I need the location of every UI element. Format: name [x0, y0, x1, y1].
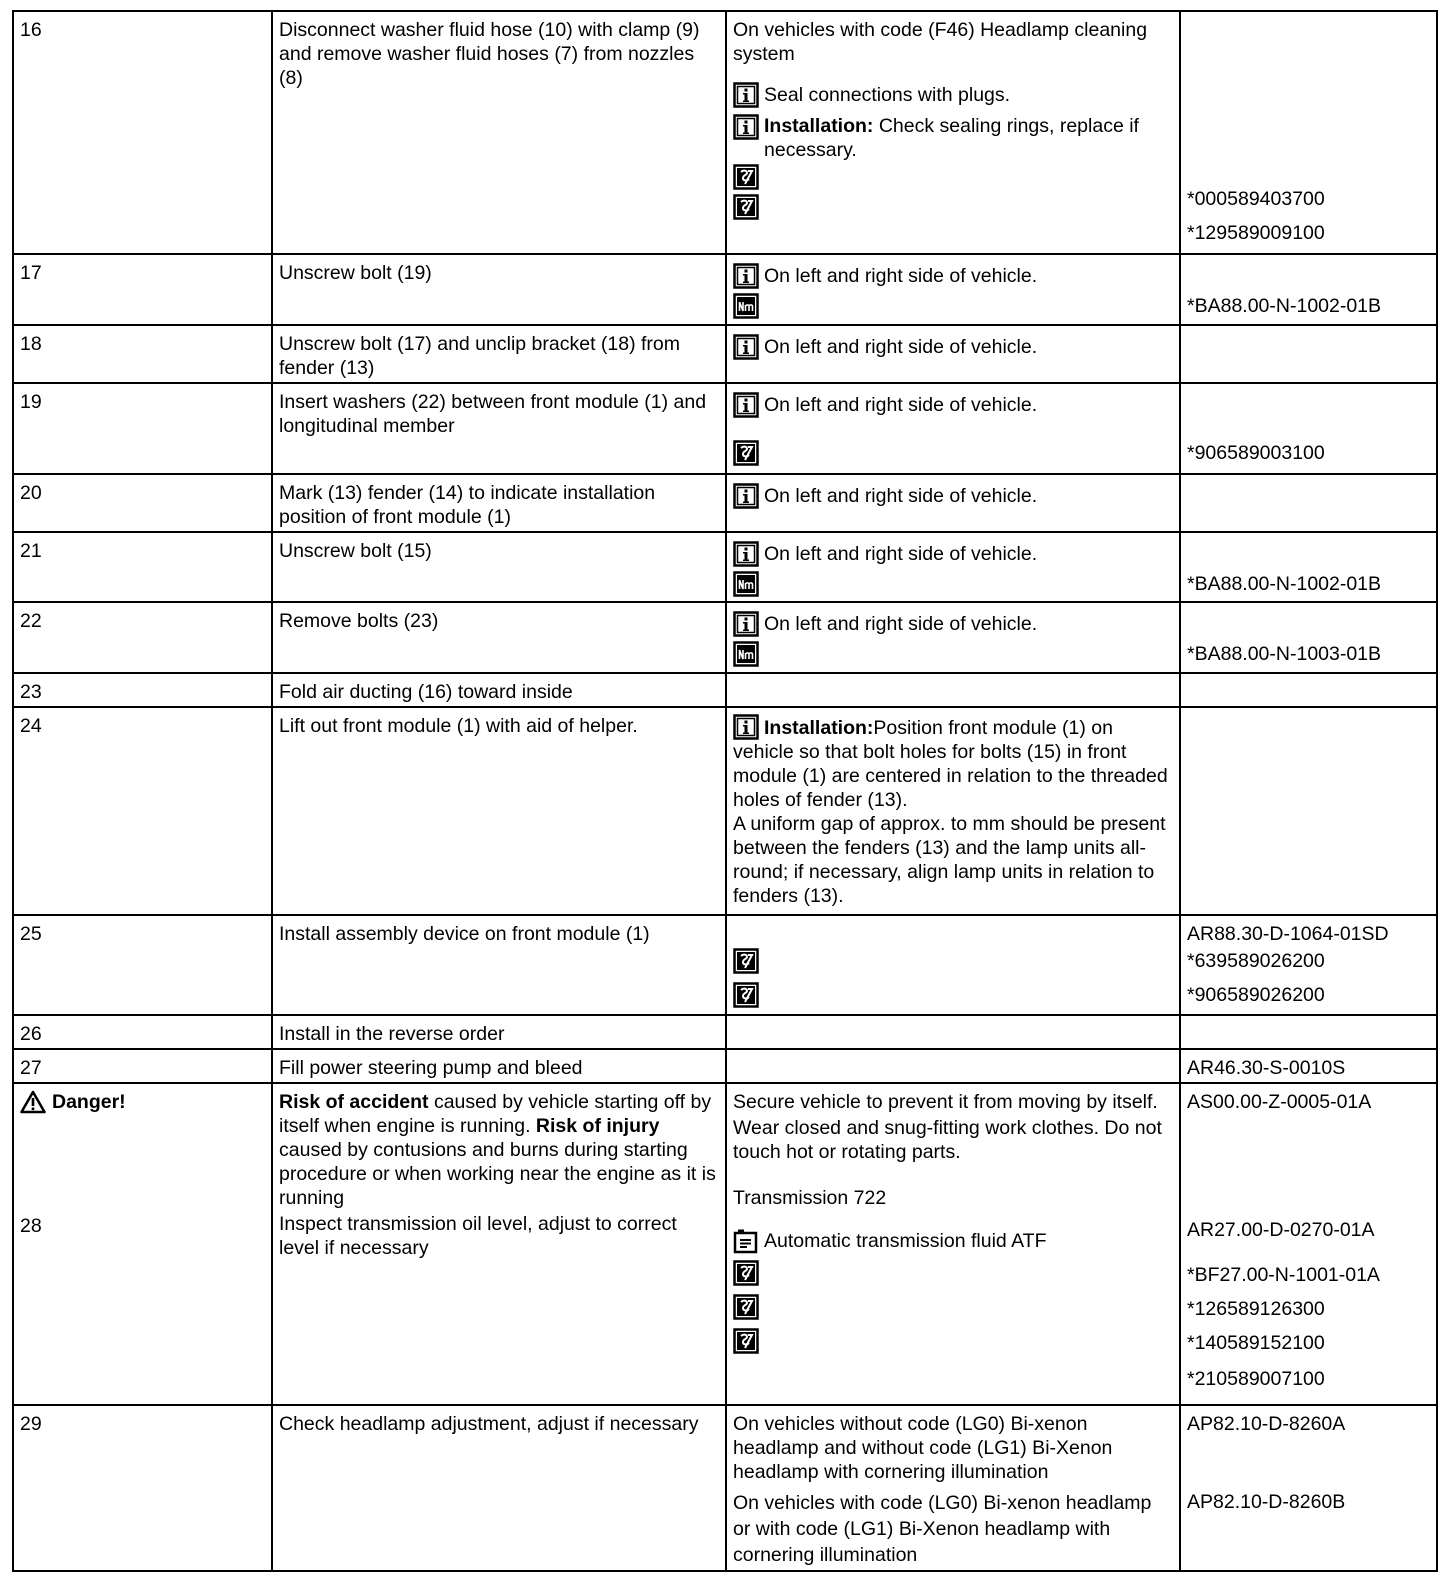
- note-text: Position front module (1) on vehicle so that bolt holes for bolts (15) in front module (1) are centered in relation to the threaded holes of fender (13).: [733, 717, 1168, 811]
- step-action: Unscrew bolt (15): [272, 532, 726, 602]
- danger-warning: [20, 1090, 265, 1114]
- step-action: Fold air ducting (16) toward inside: [272, 673, 726, 707]
- table-row: [13, 325, 1437, 383]
- note-text: Check sealing rings, replace if necessary.: [764, 115, 1139, 161]
- step-notes: [726, 915, 1180, 1015]
- step-notes: [726, 11, 1180, 254]
- info-icon: [733, 334, 759, 360]
- reference-link[interactable]: *BF27.00-N-1001-01A: [1187, 1264, 1380, 1286]
- step-references: [1180, 602, 1437, 673]
- step-number: 24: [13, 707, 272, 915]
- step-references: [1180, 474, 1437, 532]
- reference-link[interactable]: AP82.10-D-8260B: [1187, 1491, 1346, 1513]
- reference-link[interactable]: *906589003100: [1187, 442, 1325, 464]
- step-notes: [726, 474, 1180, 532]
- risk-text: caused by vehicle starting off by itself when engine is running.: [279, 1091, 712, 1137]
- special-tool-icon: [733, 1260, 759, 1286]
- step-number: 20: [13, 474, 272, 532]
- step-notes: [726, 1405, 1180, 1571]
- reference-link[interactable]: *BA88.00-N-1002-01B: [1187, 295, 1382, 317]
- reference-link[interactable]: *639589026200: [1187, 950, 1325, 972]
- torque-icon: [733, 293, 759, 319]
- note-text: On left and right side of vehicle.: [764, 265, 1038, 287]
- special-tool-icon: [733, 164, 759, 190]
- info-icon: [733, 483, 759, 509]
- note-text: Seal connections with plugs.: [764, 84, 1011, 106]
- special-tool-icon: [733, 194, 759, 220]
- note-text: On left and right side of vehicle.: [764, 543, 1038, 565]
- reference-link[interactable]: *BA88.00-N-1003-01B: [1187, 643, 1382, 665]
- note-text: On left and right side of vehicle.: [764, 485, 1038, 507]
- step-number: 18: [13, 325, 272, 383]
- step-number: 29: [13, 1405, 272, 1571]
- step-action: Insert washers (22) between front module (1) and longitudinal member: [272, 383, 726, 474]
- step-notes: [726, 1083, 1180, 1405]
- step-number: 26: [13, 1015, 272, 1049]
- reference-link[interactable]: *000589403700: [1187, 188, 1325, 210]
- note-text: On left and right side of vehicle.: [764, 336, 1038, 358]
- table-row: [13, 915, 1437, 1015]
- special-tool-icon: [733, 982, 759, 1008]
- step-notes: [726, 1049, 1180, 1083]
- note-text: On left and right side of vehicle.: [764, 613, 1038, 635]
- table-row: [13, 254, 1437, 325]
- info-icon: [733, 392, 759, 418]
- danger-label: Danger!: [52, 1091, 126, 1113]
- note-text: On left and right side of vehicle.: [764, 394, 1038, 416]
- step-notes: [726, 325, 1180, 383]
- note-label: Installation:: [764, 717, 874, 739]
- special-tool-icon: [733, 948, 759, 974]
- note-text: Wear closed and snug-fitting work clothes. Do not touch hot or rotating parts.: [733, 1117, 1162, 1163]
- info-icon: [733, 263, 759, 289]
- step-action: Lift out front module (1) with aid of helper.: [272, 707, 726, 915]
- step-notes: [726, 602, 1180, 673]
- note-text: Transmission 722: [733, 1187, 887, 1209]
- risk-label: Risk of accident: [279, 1091, 429, 1113]
- reference-link[interactable]: *906589026200: [1187, 984, 1325, 1006]
- reference-link[interactable]: AP82.10-D-8260A: [1187, 1413, 1346, 1435]
- procedure-document: [12, 10, 1436, 1566]
- step-action: Remove bolts (23): [272, 602, 726, 673]
- step-references: [1180, 1015, 1437, 1049]
- table-row: [13, 1405, 1437, 1571]
- reference-link[interactable]: *140589152100: [1187, 1332, 1325, 1354]
- risk-text: caused by contusions and burns during starting procedure or when working near the engine as it is running: [279, 1139, 716, 1209]
- step-notes: [726, 383, 1180, 474]
- info-icon: [733, 114, 759, 140]
- step-number: 17: [13, 254, 272, 325]
- step-number: 27: [13, 1049, 272, 1083]
- step-references: [1180, 915, 1437, 1015]
- step-number: 21: [13, 532, 272, 602]
- note-text: On vehicles with code (F46) Headlamp cleaning system: [733, 19, 1148, 65]
- step-notes: [726, 673, 1180, 707]
- note-text: A uniform gap of approx. to mm should be present between the fenders (13) and the lamp units all-round; if necessary, align lamp units in relation to fenders (13).: [733, 813, 1166, 907]
- info-icon: [733, 611, 759, 637]
- note-text: Secure vehicle to prevent it from moving by itself.: [733, 1091, 1158, 1113]
- reference-link[interactable]: *129589009100: [1187, 222, 1325, 244]
- procedure-table: [12, 10, 1438, 1572]
- step-number: 28: [20, 1215, 42, 1237]
- step-references: [1180, 1083, 1437, 1405]
- table-row: [13, 673, 1437, 707]
- table-row: [13, 1049, 1437, 1083]
- step-number: [13, 1083, 272, 1405]
- step-action: [272, 1083, 726, 1405]
- reference-link[interactable]: *BA88.00-N-1002-01B: [1187, 573, 1382, 595]
- step-action: Disconnect washer fluid hose (10) with clamp (9) and remove washer fluid hoses (7) from nozzles (8): [272, 11, 726, 254]
- step-number: 22: [13, 602, 272, 673]
- table-row: [13, 1083, 1437, 1405]
- warning-triangle-icon: [20, 1090, 46, 1114]
- risk-label: Risk of injury: [535, 1115, 660, 1137]
- step-notes: [726, 1015, 1180, 1049]
- table-row: [13, 532, 1437, 602]
- step-action: Install assembly device on front module (1): [272, 915, 726, 1015]
- table-row: [13, 602, 1437, 673]
- reference-link[interactable]: AS00.00-Z-0005-01A: [1187, 1091, 1372, 1113]
- step-action: Check headlamp adjustment, adjust if necessary: [272, 1405, 726, 1571]
- step-action: Fill power steering pump and bleed: [272, 1049, 726, 1083]
- step-references: [1180, 673, 1437, 707]
- table-row: [13, 1015, 1437, 1049]
- step-notes: [726, 254, 1180, 325]
- reference-link[interactable]: AR46.30-S-0010S: [1187, 1057, 1346, 1079]
- reference-link[interactable]: AR88.30-D-1064-01SD: [1187, 923, 1389, 945]
- table-row: [13, 474, 1437, 532]
- torque-icon: [733, 571, 759, 597]
- step-references: [1180, 1049, 1437, 1083]
- fluid-icon: [733, 1228, 759, 1254]
- step-references: [1180, 707, 1437, 915]
- step-notes: [726, 532, 1180, 602]
- info-icon: [733, 82, 759, 108]
- step-notes: [726, 707, 1180, 915]
- note-label: Installation:: [764, 115, 874, 137]
- step-action: Mark (13) fender (14) to indicate installation position of front module (1): [272, 474, 726, 532]
- info-icon: [733, 714, 759, 740]
- note-text: Automatic transmission fluid ATF: [764, 1230, 1047, 1252]
- step-number: 23: [13, 673, 272, 707]
- step-action: Install in the reverse order: [272, 1015, 726, 1049]
- special-tool-icon: [733, 1328, 759, 1354]
- step-action: Unscrew bolt (17) and unclip bracket (18) from fender (13): [272, 325, 726, 383]
- step-references: [1180, 254, 1437, 325]
- step-number: 16: [13, 11, 272, 254]
- special-tool-icon: [733, 440, 759, 466]
- step-references: [1180, 11, 1437, 254]
- table-row: [13, 707, 1437, 915]
- reference-link[interactable]: AR27.00-D-0270-01A: [1187, 1219, 1375, 1241]
- step-number: 19: [13, 383, 272, 474]
- step-references: [1180, 325, 1437, 383]
- note-text: On vehicles without code (LG0) Bi-xenon headlamp and without code (LG1) Bi-Xenon headlamp with cornering illumination: [733, 1413, 1113, 1483]
- step-action: Inspect transmission oil level, adjust to correct level if necessary: [279, 1213, 677, 1259]
- note-text: On vehicles with code (LG0) Bi-xenon headlamp or with code (LG1) Bi-Xenon headlamp with cornering illumination: [733, 1492, 1152, 1566]
- step-references: [1180, 532, 1437, 602]
- reference-link[interactable]: *210589007100: [1187, 1368, 1325, 1390]
- table-row: [13, 383, 1437, 474]
- step-references: [1180, 1405, 1437, 1571]
- reference-link[interactable]: *126589126300: [1187, 1298, 1325, 1320]
- step-number: 25: [13, 915, 272, 1015]
- torque-icon: [733, 641, 759, 667]
- step-references: [1180, 383, 1437, 474]
- info-icon: [733, 541, 759, 567]
- step-action: Unscrew bolt (19): [272, 254, 726, 325]
- table-row: [13, 11, 1437, 254]
- special-tool-icon: [733, 1294, 759, 1320]
